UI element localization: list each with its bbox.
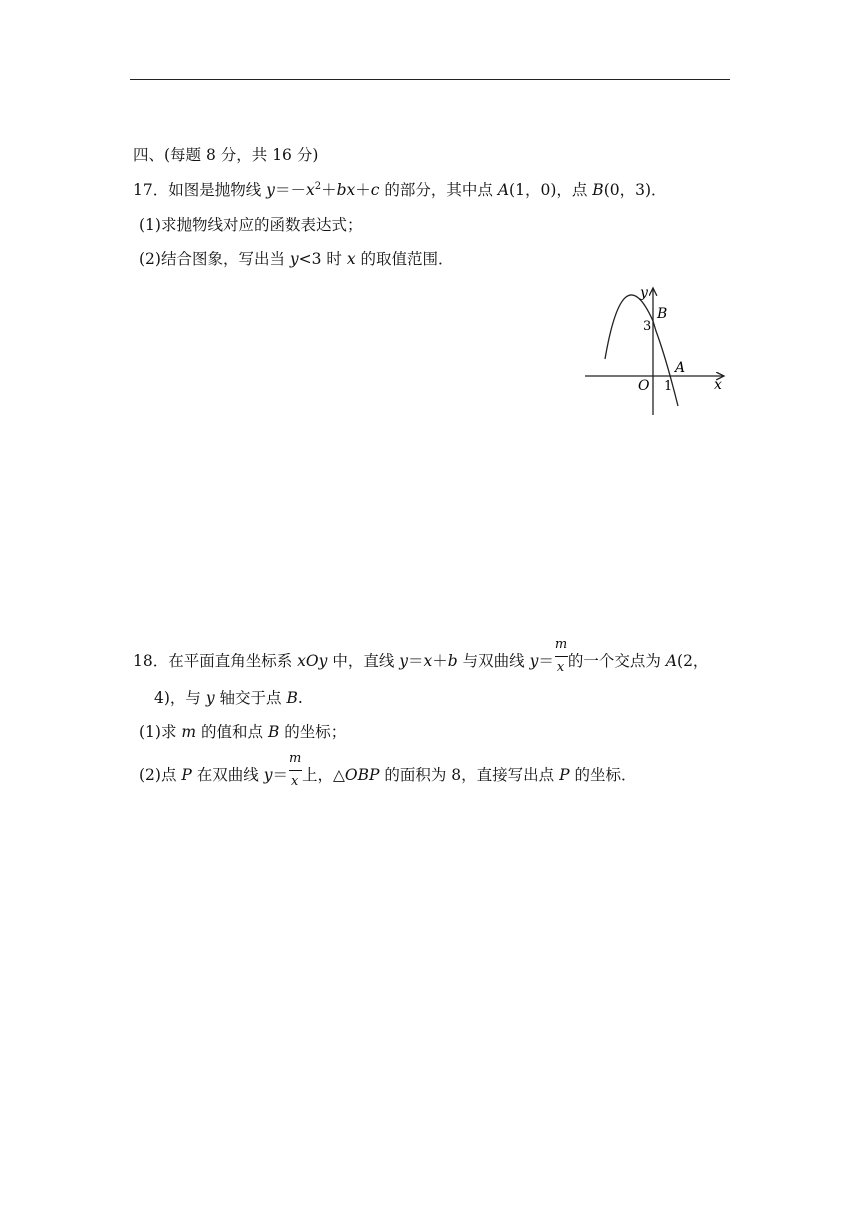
section-heading-text: 四、(每题 8 分，共 16 分) bbox=[133, 146, 319, 164]
fraction-denominator: x bbox=[556, 660, 565, 675]
q17-text: ＋ bbox=[355, 181, 371, 199]
q18-text: 4)，与 bbox=[154, 689, 206, 707]
q18-part2-text: ＝ bbox=[272, 766, 288, 784]
top-rule bbox=[130, 79, 730, 80]
fraction-numerator: m bbox=[554, 637, 568, 652]
q17-exponent: 2 bbox=[314, 181, 322, 192]
q17-var: y bbox=[289, 250, 299, 268]
q18-text: ＋ bbox=[432, 652, 448, 670]
q18-var: b bbox=[447, 652, 458, 670]
q18-var: y bbox=[263, 766, 273, 784]
q18-part2-fraction bbox=[288, 751, 302, 789]
tick-3-label: 3 bbox=[643, 319, 652, 334]
q17-var: x bbox=[305, 181, 315, 199]
q18-text: 轴交于点 bbox=[214, 689, 287, 707]
point-a-label: A bbox=[675, 360, 686, 376]
q17-var: c bbox=[370, 181, 380, 199]
tick-1-label: 1 bbox=[664, 379, 673, 394]
q18-part1-text: (1)求 bbox=[139, 723, 182, 741]
q17-var: x bbox=[346, 250, 356, 268]
q18-var: y bbox=[205, 689, 215, 707]
q18-text: . bbox=[297, 689, 303, 707]
fraction-numerator: m bbox=[288, 751, 302, 766]
q18-var: y bbox=[399, 652, 409, 670]
q18-part2-text: (2)点 bbox=[139, 766, 182, 784]
q17-var: A bbox=[497, 181, 510, 199]
q17-var: y bbox=[266, 181, 275, 199]
q18-part2-text: 上，△ bbox=[301, 766, 345, 784]
q18-part2 bbox=[139, 751, 637, 789]
q18-part1 bbox=[139, 722, 346, 742]
q18-text: 中，直线 bbox=[327, 652, 400, 670]
q17-part1-text: (1)求抛物线对应的函数表达式； bbox=[139, 216, 363, 234]
q18-part2-text: 的坐标． bbox=[569, 766, 637, 784]
q17-part2-text: (2)结合图象，写出当 bbox=[139, 250, 290, 268]
q18-part1-text: 的值和点 bbox=[196, 723, 268, 741]
q18-text: (2， bbox=[677, 652, 709, 670]
q17-parabola-graph bbox=[580, 282, 740, 422]
q17-stem bbox=[133, 180, 667, 200]
q17-text: 如图是抛物线 bbox=[168, 181, 267, 199]
q18-fraction bbox=[554, 637, 568, 675]
origin-label: O bbox=[638, 378, 650, 394]
q18-text: 在平面直角坐标系 bbox=[168, 652, 298, 670]
q17-part2 bbox=[139, 249, 454, 269]
section-heading bbox=[133, 145, 318, 165]
q18-var: A bbox=[665, 652, 678, 670]
q18-text: ＝ bbox=[408, 652, 424, 670]
x-axis-label: x bbox=[714, 377, 722, 393]
q18-var: P bbox=[559, 766, 570, 784]
q18-var: m bbox=[181, 723, 197, 741]
q18-text: ＝ bbox=[538, 652, 554, 670]
q17-part1 bbox=[139, 215, 362, 235]
q17-number: 17． bbox=[133, 181, 169, 199]
q17-var: b bbox=[336, 181, 347, 199]
q17-var: x bbox=[346, 181, 356, 199]
q18-text: 与双曲线 bbox=[457, 652, 530, 670]
q17-text: ＋ bbox=[321, 181, 337, 199]
q18-var: y bbox=[529, 652, 539, 670]
q18-stem-line2 bbox=[154, 688, 303, 708]
q18-text: 的一个交点为 bbox=[567, 652, 666, 670]
fraction-bar bbox=[289, 770, 302, 771]
q18-stem bbox=[133, 637, 709, 675]
q17-text: ＝－ bbox=[274, 181, 306, 199]
q18-var: x bbox=[423, 652, 433, 670]
q18-part2-text: 在双曲线 bbox=[191, 766, 264, 784]
q18-var: xOy bbox=[297, 652, 328, 670]
q18-number: 18． bbox=[133, 652, 169, 670]
q17-part2-text: 的取值范围． bbox=[355, 250, 454, 268]
q17-text: 的部分，其中点 bbox=[379, 181, 498, 199]
q17-part2-text: <3 时 bbox=[298, 250, 347, 268]
point-b-label: B bbox=[657, 306, 668, 322]
fraction-bar bbox=[555, 656, 568, 657]
q18-var: B bbox=[286, 689, 298, 707]
q17-text: (0，3)． bbox=[603, 181, 667, 199]
q18-var: OBP bbox=[344, 766, 380, 784]
fraction-denominator: x bbox=[290, 774, 299, 789]
q18-var: P bbox=[181, 766, 192, 784]
q18-part1-text: 的坐标； bbox=[279, 723, 347, 741]
q18-part2-text: 的面积为 8，直接写出点 bbox=[379, 766, 560, 784]
q17-var: B bbox=[592, 181, 604, 199]
q18-var: B bbox=[267, 723, 280, 741]
q17-text: (1，0)，点 bbox=[509, 181, 593, 199]
y-axis-label: y bbox=[640, 285, 648, 301]
